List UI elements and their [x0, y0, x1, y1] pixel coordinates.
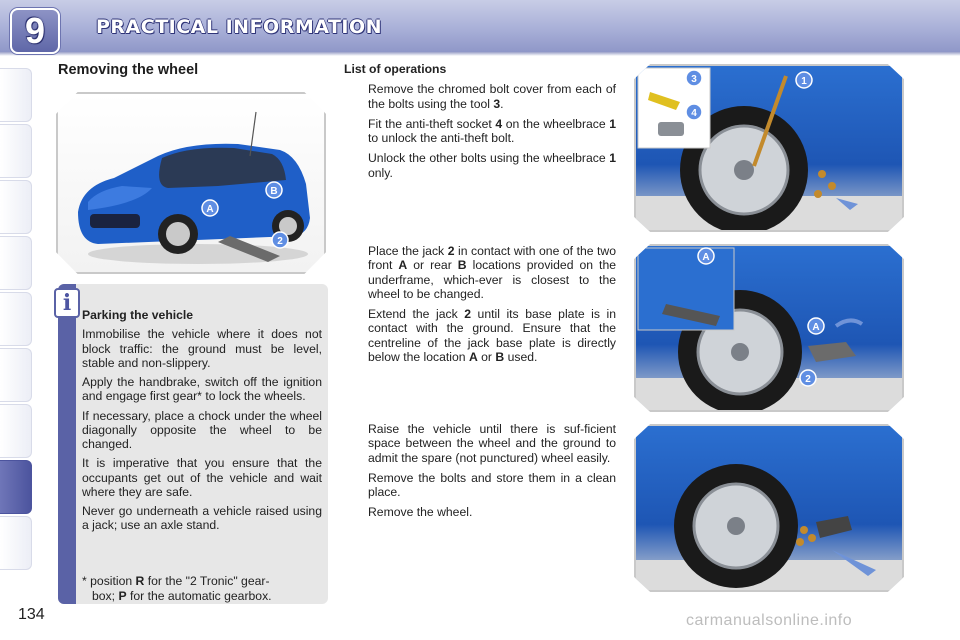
operations-group-2	[344, 244, 616, 370]
chapter-tab-active[interactable]	[0, 460, 32, 514]
operation-ref: 4	[495, 116, 503, 131]
operation-text: locations provided on the underframe, which-ever is closest to the wheel to be changed.	[368, 258, 616, 301]
jack-placement-illustration	[634, 244, 904, 412]
footnote-text: position	[86, 574, 136, 588]
footnote-p: P	[118, 588, 127, 603]
info-title: Parking the vehicle	[82, 308, 194, 322]
operation-ref: 2	[447, 244, 455, 258]
operations-group-1	[344, 62, 616, 186]
operation-text: Unlock the other bolts using the wheelbrace	[368, 151, 610, 166]
car-illustration	[56, 92, 326, 274]
footnote	[82, 574, 322, 603]
operation-text: on the wheelbrace	[502, 116, 610, 131]
car-drawing	[58, 94, 328, 276]
operation-item	[344, 307, 616, 364]
chapter-tab-rail	[0, 68, 32, 576]
operation-text: used.	[504, 349, 538, 364]
operation-text: or rear	[407, 258, 458, 273]
info-paragraph: Immobilise the vehicle where it does not block traffic: the ground must be level, stable and non-slippery.	[82, 327, 322, 370]
operation-text: or	[477, 349, 496, 364]
operation-item	[344, 244, 616, 301]
operation-ref: B	[457, 258, 467, 273]
footnote-text: for the automatic gearbox.	[126, 588, 272, 603]
operations-list	[344, 422, 616, 520]
car-label-2: 2	[277, 236, 283, 247]
operation-item	[344, 505, 616, 519]
chapter-tab[interactable]	[0, 180, 32, 234]
info-content	[82, 308, 322, 538]
footnote-star: *	[82, 574, 87, 588]
info-paragraph: It is imperative that you ensure that the occupants get out of the vehicle and wait where they are safe.	[82, 456, 322, 499]
operation-ref: B	[495, 349, 505, 364]
chapter-tab[interactable]	[0, 68, 32, 122]
footnote-r: R	[135, 574, 145, 588]
footnote-text: box;	[92, 588, 119, 603]
wheel-removal-drawing	[636, 426, 904, 592]
chapter-tab[interactable]	[0, 404, 32, 458]
operation-item	[344, 471, 616, 500]
operation-text: until its base plate is in contact with the ground. Ensure that the centreline of the jack base plate is directly below the location	[368, 307, 616, 364]
operation-item	[344, 82, 616, 111]
operation-ref: A	[468, 349, 478, 364]
jack-placement-drawing	[636, 246, 904, 412]
info-bar	[58, 284, 76, 604]
operation-ref: 3	[493, 96, 501, 111]
info-icon: i	[54, 288, 80, 318]
operation-text: Remove the wheel.	[368, 505, 473, 520]
car-label-b: B	[270, 186, 278, 197]
chapter-tab[interactable]	[0, 292, 32, 346]
info-paragraph: Apply the handbrake, switch off the ignition and engage first gear* to lock the wheels.	[82, 375, 322, 404]
chapter-tab[interactable]	[0, 516, 32, 570]
operation-ref: 1	[609, 116, 617, 131]
section-title: Removing the wheel	[58, 62, 199, 78]
chapter-badge	[10, 8, 60, 54]
info-paragraph: If necessary, place a chock under the wheel diagonally opposite the wheel to be changed.	[82, 408, 322, 452]
page-number: 134	[18, 606, 45, 623]
pic1-label-1: 1	[801, 76, 807, 87]
operations-list	[344, 244, 616, 364]
operation-ref: A	[398, 258, 408, 273]
pic2-label-2: 2	[805, 374, 811, 385]
operation-ref: 2	[464, 307, 471, 322]
footnote-line2	[82, 589, 322, 604]
car-label-a: A	[206, 204, 214, 215]
operations-list	[344, 82, 616, 180]
operation-text: .	[500, 96, 504, 111]
chapter-tab[interactable]	[0, 236, 32, 290]
footnote-text: for the "2 Tronic" gear-	[144, 574, 270, 588]
watermark: carmanualsonline.info	[686, 612, 853, 629]
operation-text: Raise the vehicle until there is suf-ficient space between the wheel and the ground to admit the spare (not punctured) wheel easily.	[368, 422, 616, 465]
operation-ref: 1	[609, 151, 616, 166]
info-box	[58, 284, 328, 604]
chapter-tab[interactable]	[0, 124, 32, 178]
operation-text: Remove the chromed bolt cover from each of the bolts using the tool	[368, 82, 616, 111]
operation-text: Place the jack	[368, 244, 448, 258]
operation-item	[344, 151, 616, 180]
pic2-label-a: A	[812, 322, 820, 333]
wheel-bolts-illustration	[634, 64, 904, 232]
operation-text: Remove the bolts and store them in a clean place.	[368, 470, 616, 500]
operation-text: in contact with one of the two front	[368, 244, 617, 273]
operation-item	[344, 422, 616, 465]
operation-text: Extend the jack	[368, 307, 465, 322]
operation-text: Fit the anti-theft socket	[368, 116, 496, 131]
operations-group-3	[344, 422, 616, 526]
operation-text: to unlock the anti-theft bolt.	[368, 131, 515, 146]
page-header-title: PRACTICAL INFORMATION	[96, 16, 383, 38]
chapter-tab[interactable]	[0, 348, 32, 402]
pic2-label-a-inset: A	[702, 252, 710, 263]
pic1-label-4: 4	[691, 108, 697, 119]
header-shadow	[0, 52, 960, 56]
wheel-removal-illustration	[634, 424, 904, 592]
info-paragraph: Never go underneath a vehicle raised using a jack; use an axle stand.	[82, 504, 322, 533]
operation-item	[344, 117, 616, 146]
operations-title: List of operations	[344, 62, 447, 76]
operation-text: only.	[368, 165, 393, 180]
pic1-label-3: 3	[691, 74, 697, 85]
chapter-number: 9	[24, 10, 46, 51]
wheel-bolts-drawing	[636, 66, 904, 232]
